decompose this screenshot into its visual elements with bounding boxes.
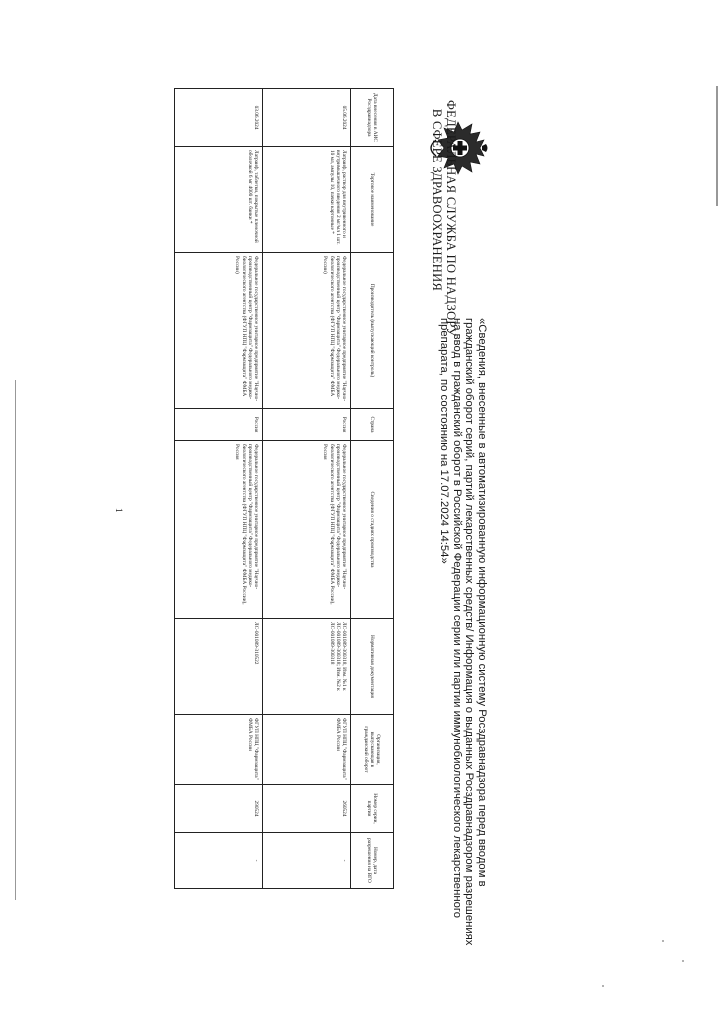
scan-speck xyxy=(602,985,604,987)
scan-edge-line xyxy=(716,86,718,206)
cell-batch-number: 260524 xyxy=(263,785,351,833)
scan-speck xyxy=(682,960,684,962)
document-heading xyxy=(438,318,488,946)
page-number: 1 xyxy=(114,508,124,513)
heading-line: препарата, по состоянию на 17.07.2024 14:54» xyxy=(438,318,451,564)
column-header: Торговое наименование xyxy=(351,147,394,253)
cell-trade-name: Латраиф, раствор для внутривенного и внутримышечного введения 2 мг/мл 1 шт. 10 мл, ампулы 10, пачки картонные * xyxy=(263,147,351,253)
cell-country: Россия xyxy=(175,409,263,441)
agency-name-line: В СФЕРЕ ЗДРАВООХРАНЕНИЯ xyxy=(430,108,444,292)
cell-permit: - xyxy=(263,833,351,889)
column-header: Страна xyxy=(351,409,394,441)
cell-manufacturer: Федеральное государственное унитарное предприятие "Научно-производственный центр "Фармзащита" Федерального медико-биологического агентства (ФГУП НПЦ "Фармзащита" ФМБА России) xyxy=(175,253,263,409)
column-header: Организация, выпускающая в гражданский оборот xyxy=(351,715,394,785)
cell-permit: - xyxy=(175,833,263,889)
cell-trade-name: Латраиф, таблетки, покрытые пленочной оболочкой 6 мг 4000 шт. банки * xyxy=(175,147,263,253)
agency-name-line: ФЕДЕРАЛЬНАЯ СЛУЖБА ПО НАДЗОРУ xyxy=(444,100,458,337)
cell-normative-doc: ЛС-001089-300318, Изм. №1 к ЛС-001089-300318; Изм. №2 к ЛС-001089-300318 xyxy=(263,619,351,715)
cell-date: 03.06.2024 xyxy=(175,89,263,147)
column-header: Номер серии, партии xyxy=(351,785,394,833)
cell-date: 05.06.2024 xyxy=(263,89,351,147)
cell-production-stages: Федеральное государственное унитарное предприятие "Научно-производственный центр "Фармзащита" Федерального медико-биологического агентства (ФГУП НПЦ "Фармзащита" ФМБА России), Россия xyxy=(263,441,351,619)
scan-edge-line xyxy=(15,380,16,900)
column-header: Сведения о стадиях производства xyxy=(351,441,394,619)
cell-releasing-org: ФГУП НПЦ "Фармзащита" ФМБА России xyxy=(263,715,351,785)
heading-line: гражданский оборот серий, партий лекарственных средств/ Информация о выданных Росздравнадзором разрешениях xyxy=(463,318,476,946)
cell-releasing-org: ФГУП НПЦ "Фармзащита" ФМБА России xyxy=(175,715,263,785)
table-row xyxy=(175,89,263,889)
column-header: Нормативная документация xyxy=(351,619,394,715)
heading-line: на ввод в гражданский оборот в Российской Федерации серии или партии иммунобиологического лекарственного xyxy=(451,318,463,919)
table-row xyxy=(263,89,351,889)
cell-production-stages: Федеральное государственное унитарное предприятие "Научно-производственный центр "Фармзащита" Федерального медико-биологического агентства (ФГУП НПЦ "Фармзащита" ФМБА России), Россия xyxy=(175,441,263,619)
table-header-row xyxy=(351,89,394,889)
batch-table xyxy=(174,88,394,889)
cell-batch-number: 290524 xyxy=(175,785,263,833)
column-header: Дата внесения в АИС Росздравнадзора xyxy=(351,89,394,147)
agency-name xyxy=(430,100,458,337)
column-header: Номер, дата разрешения на ВГО xyxy=(351,833,394,889)
cell-country: Россия xyxy=(263,409,351,441)
cell-normative-doc: ЛС-001089-310522 xyxy=(175,619,263,715)
heading-line: «Сведения, внесенные в автоматизированную информационную систему Росздравнадзора перед вводом в xyxy=(476,318,488,887)
scan-speck xyxy=(662,940,664,942)
column-header: Производитель (выпускающий контроль) xyxy=(351,253,394,409)
cell-manufacturer: Федеральное государственное унитарное предприятие "Научно-производственный центр "Фармзащита" Федерального медико-биологического агентства (ФГУП НПЦ "Фармзащита" ФМБА России) xyxy=(263,253,351,409)
